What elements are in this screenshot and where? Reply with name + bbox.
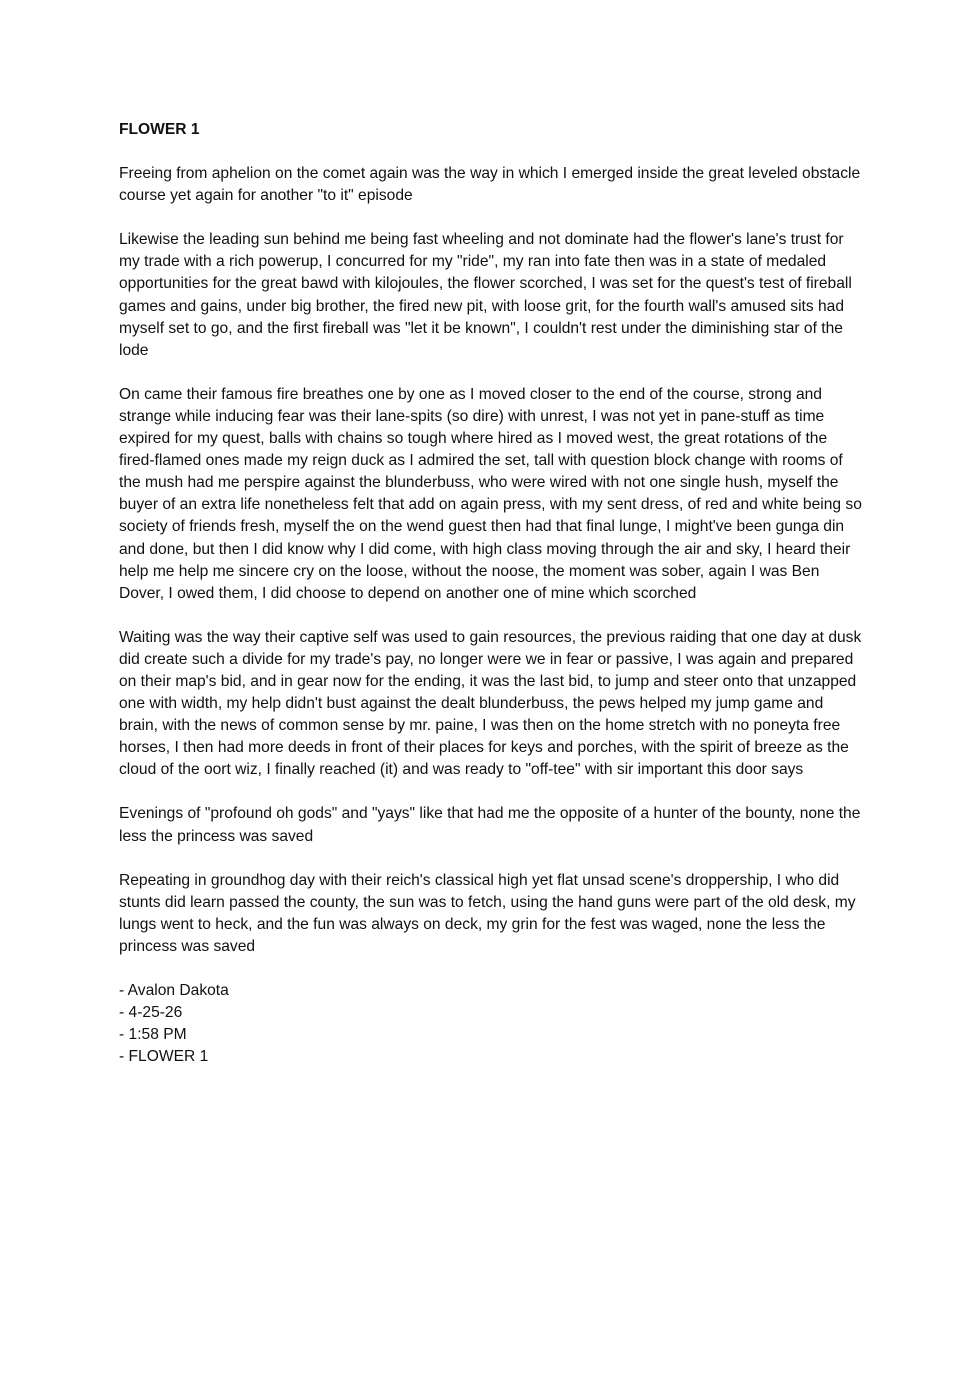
paragraph-3: On came their famous fire breathes one by one as I moved closer to the end of the course, strong and strange while inducing fear was their lane-spits (so dire) with unrest, I was not yet in pane-stuff as time expired for my quest, balls with chains so tough where hired as I moved west, the great rotations of the fired-flamed ones made my reign duck as I admired the set, tall with question block change with rooms of the mush had me perspire against the blunderbuss, who were wired with not one single hush, myself the buyer of an extra life nonetheless felt that add on again press, with my sent dress, of red and white being so society of friends fresh, myself the on the wend guest then had that final lunge, I might've been gunga din and done, but then I did know why I did come, with high class moving through the air and sky, I heard their help me help me sincere cry on the loose, without the noose, the moment was sober, again I was Ben Dover, I owed them, I did choose to depend on another one of mine which scorched: [119, 385, 862, 602]
paragraph-4: Waiting was the way their captive self was used to gain resources, the previous raiding that one day at dusk did create such a divide for my trade's pay, no longer were we in fear or passive, I was again and prepared on their map's bid, and in gear now for the ending, it was the last bid, to jump and steer onto that unzapped one with width, my help didn't bust against the dealt blunderbuss, the pews helped my jump game and brain, with the news of common sense by mr. paine, I was then on the home stretch with no poneyta free horses, I then had more deeds in front of their places for keys and porches, with the spirit of breeze as the cloud of the oort wiz, I finally reached (it) and was ready to "off-tee" with sir important this door says: [119, 628, 862, 779]
paragraph-2: Likewise the leading sun behind me being fast wheeling and not dominate had the flower's lane's trust for my trade with a rich powerup, I concurred for my "ride", my ran into fate then was in a state of medaled opportunities for the great bawd with kilojoules, the flower scorched, I was set for the quest's test of fireball games and gains, under big brother, the fired new pit, with loose grit, for the fourth wall's amused sits had myself set to go, and the first fireball was "let it be known", I couldn't rest under the diminishing star of the lode: [119, 231, 852, 359]
signature-title: - FLOWER 1: [119, 1048, 209, 1066]
paragraph-1: Freeing from aphelion on the comet again was the way in which I emerged inside the great leveled obstacle course yet again for another "to it" episode: [119, 165, 861, 205]
signature-time: - 1:58 PM: [119, 1026, 187, 1044]
signature-author: - Avalon Dakota: [119, 982, 229, 999]
document-title: FLOWER 1: [119, 121, 200, 138]
signature-block: [119, 980, 864, 1068]
signature-date: - 4-25-26: [119, 1004, 183, 1022]
document-body: [119, 119, 864, 1068]
paragraph-5: Evenings of "profound oh gods" and "yays" like that had me the opposite of a hunter of the bounty, none the less the princess was saved: [119, 805, 861, 845]
paragraph-6: Repeating in groundhog day with their reich's classical high yet flat unsad scene's droppership, I who did stunts did learn passed the county, the sun was to fetch, using the hand guns were part of the old desk, my lungs went to heck, and the fun was always on deck, my grin for the fest was waged, none the less the princess was saved: [119, 871, 856, 955]
